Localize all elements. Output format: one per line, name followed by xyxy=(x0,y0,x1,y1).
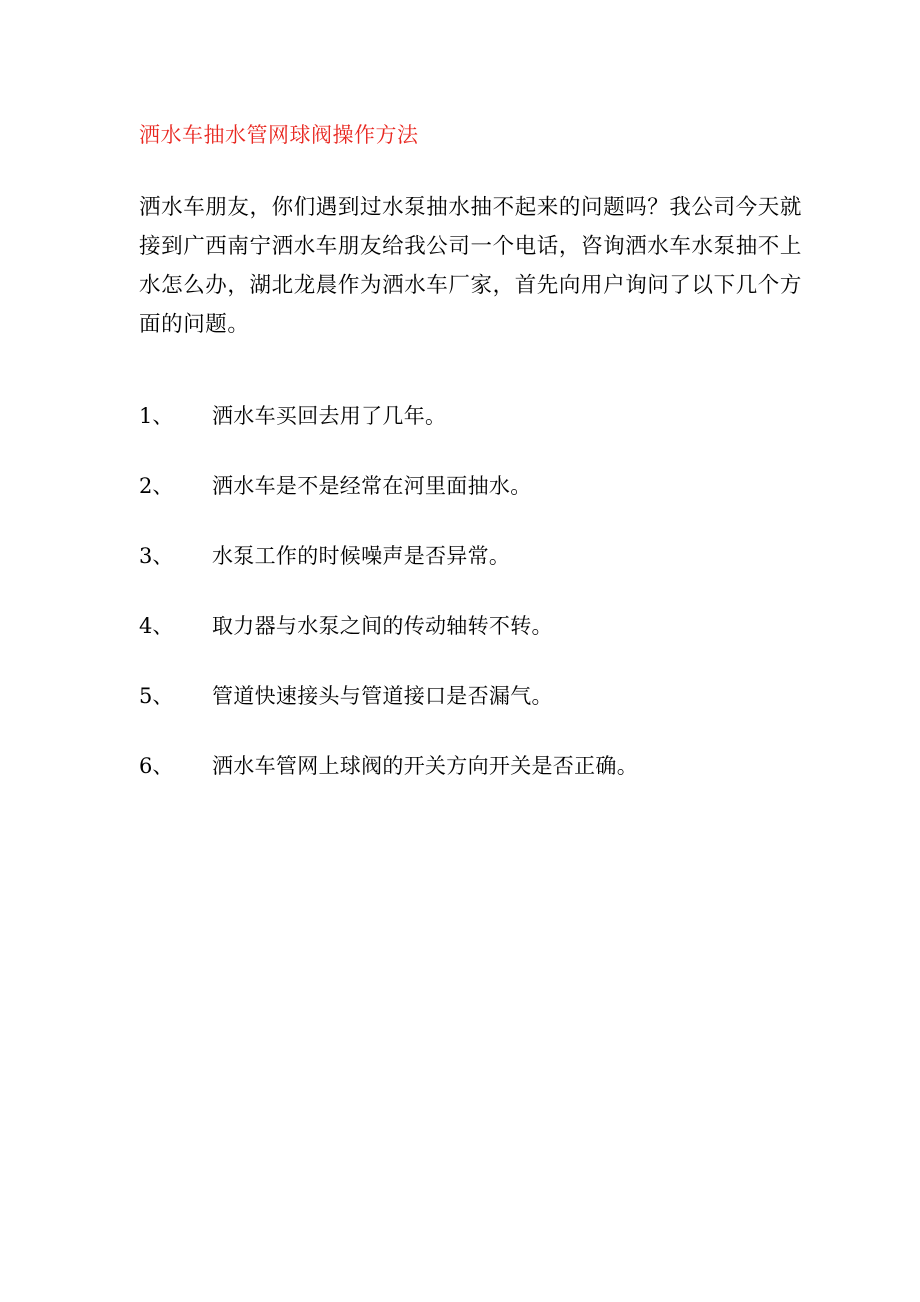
list-item-text: 管道快速接头与管道接口是否漏气。 xyxy=(212,684,553,708)
list-item-text: 洒水车是不是经常在河里面抽水。 xyxy=(212,474,532,498)
list-item-text: 水泵工作的时候噪声是否异常。 xyxy=(212,544,511,568)
document-title: 洒水车抽水管网球阀操作方法 xyxy=(139,123,419,147)
list-item xyxy=(139,608,638,678)
list-item xyxy=(139,398,638,468)
intro-paragraph xyxy=(139,188,803,344)
list-item-text: 洒水车管网上球阀的开关方向开关是否正确。 xyxy=(212,754,638,778)
list-item-number: 6、 xyxy=(139,754,174,778)
list-item xyxy=(139,678,638,748)
list-item-number: 4、 xyxy=(139,614,174,638)
list-item-text: 洒水车买回去用了几年。 xyxy=(212,404,447,428)
intro-line: 接到广西南宁洒水车朋友给我公司一个电话，咨询洒水车水泵抽不上 xyxy=(139,234,803,259)
list-item-number: 2、 xyxy=(139,474,174,498)
list-item xyxy=(139,468,638,538)
intro-line: 洒水车朋友，你们遇到过水泵抽水抽不起来的问题吗？我公司今天就 xyxy=(139,195,803,220)
question-list xyxy=(139,398,638,818)
list-item xyxy=(139,748,638,818)
list-item-number: 5、 xyxy=(139,684,174,708)
list-item-text: 取力器与水泵之间的传动轴转不转。 xyxy=(212,614,553,638)
intro-line: 水怎么办，湖北龙晨作为洒水车厂家，首先向用户询问了以下几个方 xyxy=(139,273,803,298)
list-item-number: 1、 xyxy=(139,404,174,428)
intro-line: 面的问题。 xyxy=(139,312,250,337)
list-item xyxy=(139,538,638,608)
list-item-number: 3、 xyxy=(139,544,174,568)
